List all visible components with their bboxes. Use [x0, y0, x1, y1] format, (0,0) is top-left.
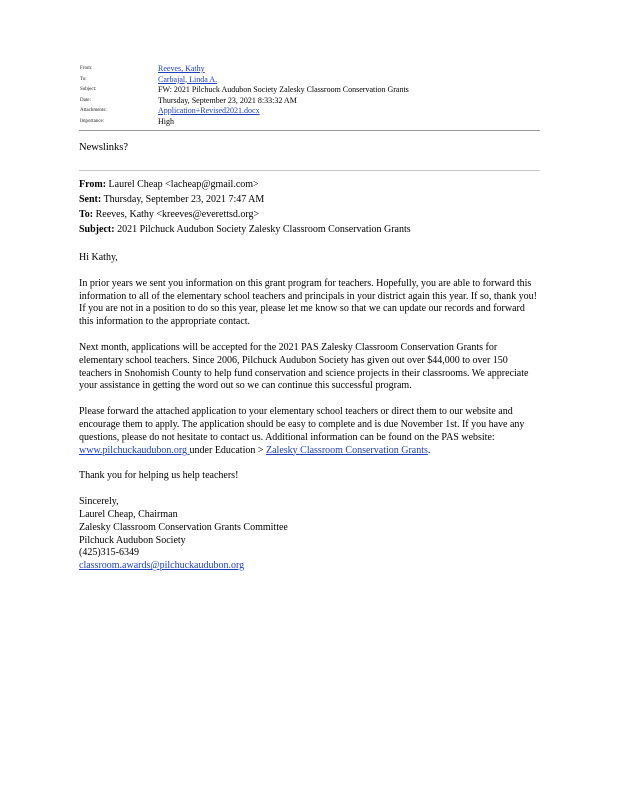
from-label: From: — [80, 66, 93, 71]
header-subject-row — [80, 85, 520, 96]
to-link[interactable]: Carbajal, Linda A. — [158, 74, 218, 84]
paragraph-forward-application — [79, 406, 541, 457]
sig-committee: Zalesky Classroom Conservation Grants Committee — [79, 521, 288, 533]
header-attachments-row — [80, 106, 520, 117]
from-link[interactable]: Reeves, Kathy — [158, 64, 205, 73]
attachment-link[interactable]: Application+Revised2021.docx — [158, 106, 260, 115]
fwd-to-label: To: — [79, 209, 94, 220]
sig-name: Laurel Cheap, Chairman — [79, 508, 178, 520]
newslinks-text: Newslinks? — [79, 142, 128, 153]
sig-closing: Sincerely, — [79, 496, 119, 508]
fwd-from-value: Laurel Cheap <lacheap@gmail.com> — [108, 179, 259, 190]
header-from-row — [80, 64, 520, 75]
subject-label: Subject: — [80, 87, 97, 92]
sig-org: Pilchuck Audubon Society — [79, 534, 186, 546]
header-divider — [79, 130, 540, 131]
paragraph-next-month: Next month, applications will be accepted for the 2021 PAS Zalesky Classroom Conservation Grants for elementary school teachers. Since 2006, Pilchuck Audubon Society has given out over $44,000 to over 150 teachers in Snohomish County to help fund conservation and science projects in their classrooms. We appreciate your assistance in getting the word out so we can continue this successful program. — [79, 341, 529, 392]
fwd-sent-label: Sent: — [79, 194, 102, 205]
sig-email-link[interactable]: classroom.awards@pilchuckaudubon.org — [79, 560, 245, 572]
email-body — [79, 252, 541, 573]
fwd-subject-value: 2021 Pilchuck Audubon Society Zalesky Classroom Conservation Grants — [117, 224, 411, 235]
greeting: Hi Kathy, — [79, 252, 118, 263]
attachments-label: Attachments: — [80, 108, 107, 113]
fwd-sent-value: Thursday, September 23, 2021 7:47 AM — [103, 194, 265, 205]
header-importance-row — [80, 117, 520, 128]
fwd-subject-row — [79, 222, 549, 237]
fwd-sent-row — [79, 192, 549, 207]
date-value: Thursday, September 23, 2021 8:33:32 AM — [158, 95, 297, 105]
para3-end: . — [427, 444, 431, 456]
fwd-from-row — [79, 177, 549, 192]
to-label: To: — [80, 76, 87, 82]
header-date-row — [80, 96, 520, 107]
paragraph-prior-years: In prior years we sent you information on this grant program for teachers. Hopefully, you are able to forward this information to all of the elementary school teachers and principals in your district again this year. If so, thank you! If you are not in a position to do so this year, please let me know so that we can update our records and forward this information to the appropriate contact. — [79, 277, 537, 328]
header-to-row — [80, 75, 520, 86]
subject-value: FW: 2021 Pilchuck Audubon Society Zalesky Classroom Conservation Grants — [158, 85, 409, 94]
fwd-from-label: From: — [79, 179, 107, 190]
grants-page-link[interactable]: Zalesky Classroom Conservation Grants — [266, 444, 428, 456]
signature-block — [79, 496, 541, 573]
fwd-subject-label: Subject: — [79, 224, 115, 235]
website-link[interactable]: www.pilchuckaudubon.org — [79, 444, 190, 456]
email-header — [80, 64, 520, 127]
importance-label: Importance: — [80, 118, 105, 124]
para3-text: Please forward the attached application to your elementary school teachers or direct them to our website and encourage them to apply. The application should be easy to complete and is due November 1st. If you have any questions, please do not hesitate to contact us. Additional information can be found on the PAS website: — [79, 406, 525, 443]
importance-value: High — [158, 116, 174, 126]
fwd-to-row — [79, 207, 549, 222]
forward-divider — [79, 170, 540, 171]
date-label: Date: — [80, 97, 91, 103]
fwd-to-value: Reeves, Kathy <kreeves@everettsd.org> — [95, 209, 260, 220]
thanks-line: Thank you for helping us help teachers! — [79, 470, 239, 482]
forwarded-header — [79, 177, 549, 237]
sig-phone: (425)315-6349 — [79, 547, 139, 559]
para3-mid: under Education > — [189, 444, 266, 456]
